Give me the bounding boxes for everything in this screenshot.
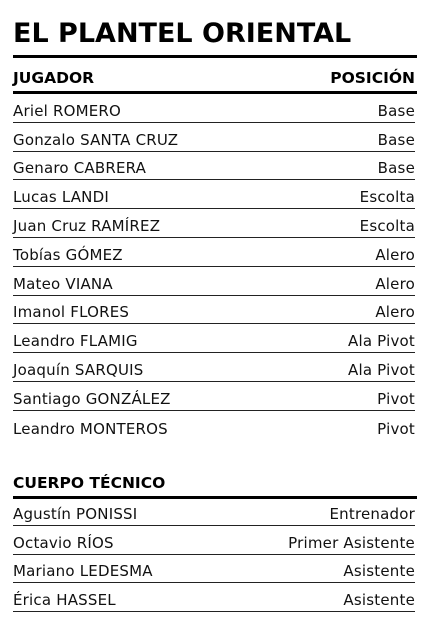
player-row — [13, 324, 415, 353]
position-column-header: POSICIÓN — [330, 69, 415, 87]
player-position: Alero — [375, 245, 415, 264]
player-row — [13, 123, 415, 152]
player-name: Lucas LANDI — [13, 188, 109, 207]
player-position: Ala Pivot — [347, 360, 415, 379]
player-position: Alero — [375, 303, 415, 322]
player-row — [13, 411, 415, 440]
staff-row — [13, 555, 415, 584]
staff-role: Primer Asistente — [288, 533, 415, 552]
player-position: Escolta — [359, 188, 415, 207]
player-name: Joaquín SARQUIS — [13, 360, 144, 379]
players-table-header — [13, 68, 415, 88]
player-row — [13, 353, 415, 382]
staff-row — [13, 526, 415, 555]
players-list — [13, 94, 415, 440]
player-name: Mateo VIANA — [13, 274, 113, 293]
title-divider — [13, 55, 417, 58]
player-position: Escolta — [359, 216, 415, 235]
player-name: Juan Cruz RAMÍREZ — [13, 216, 161, 235]
player-row — [13, 180, 415, 209]
player-row — [13, 152, 415, 181]
staff-role: Asistente — [343, 562, 415, 581]
player-position: Alero — [375, 274, 415, 293]
player-row — [13, 209, 415, 238]
player-name: Tobías GÓMEZ — [13, 245, 123, 264]
player-row — [13, 296, 415, 325]
staff-role: Asistente — [343, 591, 415, 610]
player-column-header: JUGADOR — [13, 69, 95, 87]
staff-name: Octavio RÍOS — [13, 533, 114, 552]
player-position: Base — [377, 130, 415, 149]
player-position: Base — [377, 159, 415, 178]
staff-list — [13, 497, 415, 612]
player-position: Base — [377, 101, 415, 120]
staff-name: Érica HASSEL — [13, 591, 116, 610]
player-row — [13, 94, 415, 123]
staff-name: Mariano LEDESMA — [13, 562, 153, 581]
staff-name: Agustín PONISSI — [13, 504, 138, 523]
player-name: Ariel ROMERO — [13, 101, 122, 120]
staff-role: Entrenador — [329, 504, 415, 523]
player-position: Pivot — [377, 419, 415, 438]
player-name: Leandro MONTEROS — [13, 419, 168, 438]
player-row — [13, 382, 415, 411]
player-name: Imanol FLORES — [13, 303, 130, 322]
player-row — [13, 267, 415, 296]
player-position: Ala Pivot — [347, 332, 415, 351]
staff-heading: CUERPO TÉCNICO — [13, 474, 166, 492]
player-name: Genaro CABRERA — [13, 159, 147, 178]
page-title: EL PLANTEL ORIENTAL — [13, 18, 352, 49]
player-name: Santiago GONZÁLEZ — [13, 389, 171, 408]
player-position: Pivot — [377, 389, 415, 408]
staff-row — [13, 583, 415, 612]
player-name: Gonzalo SANTA CRUZ — [13, 130, 179, 149]
staff-row — [13, 497, 415, 526]
player-name: Leandro FLAMIG — [13, 332, 138, 351]
staff-section-header — [13, 473, 415, 493]
player-row — [13, 238, 415, 267]
